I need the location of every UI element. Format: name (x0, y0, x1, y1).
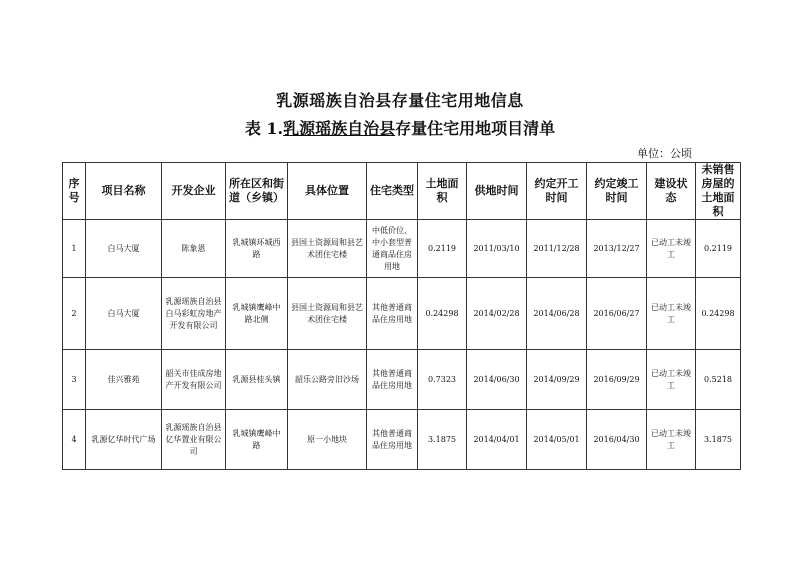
table-title-prefix: 表 1. (244, 119, 284, 138)
table-row (63, 220, 741, 278)
cell-housing-type: 中低价位、中小套型普通商品住房用地 (367, 220, 418, 278)
cell-location: 韶乐公路旁旧沙场 (288, 350, 367, 410)
cell-housing-type: 其他普通商品住房用地 (367, 350, 418, 410)
cell-unsold-area: 0.24298 (696, 278, 741, 350)
cell-project-name: 乳源亿华时代广场 (86, 410, 162, 470)
cell-completion-date: 2016/09/29 (587, 350, 647, 410)
cell-supply-date: 2014/06/30 (467, 350, 527, 410)
table-row (63, 278, 741, 350)
unit-label: 单位：公顷 (637, 147, 692, 160)
table-row (63, 410, 741, 470)
cell-start-date: 2014/09/29 (527, 350, 587, 410)
table-title-rest: 存量住宅用地项目清单 (395, 119, 556, 138)
cell-district: 乳城镇鹰峰中路北侧 (226, 278, 288, 350)
cell-developer: 乳源瑶族自治县白马彩虹房地产开发有限公司 (162, 278, 226, 350)
cell-project-name: 佳兴雅苑 (86, 350, 162, 410)
cell-index: 2 (63, 278, 86, 350)
cell-location: 县国土资源局和县艺术团住宅楼 (288, 220, 367, 278)
header-supply-date: 供地时间 (467, 163, 527, 220)
cell-unsold-area: 0.2119 (696, 220, 741, 278)
cell-start-date: 2011/12/28 (527, 220, 587, 278)
cell-location: 原一小地块 (288, 410, 367, 470)
cell-unsold-area: 0.5218 (696, 350, 741, 410)
cell-housing-type: 其他普通商品住房用地 (367, 410, 418, 470)
cell-location: 县国土资源局和县艺术团住宅楼 (288, 278, 367, 350)
table-title (0, 116, 800, 139)
header-status: 建设状态 (647, 163, 696, 220)
cell-index: 3 (63, 350, 86, 410)
cell-completion-date: 2016/06/27 (587, 278, 647, 350)
cell-unsold-area: 3.1875 (696, 410, 741, 470)
cell-district: 乳城镇环城西路 (226, 220, 288, 278)
cell-project-name: 白马大厦 (86, 278, 162, 350)
cell-developer: 韶关市佳成房地产开发有限公司 (162, 350, 226, 410)
cell-status: 已动工未竣工 (647, 410, 696, 470)
cell-land-area: 0.24298 (418, 278, 467, 350)
land-info-table (62, 162, 741, 470)
header-location: 具体位置 (288, 163, 367, 220)
table-row (63, 350, 741, 410)
cell-start-date: 2014/06/28 (527, 278, 587, 350)
cell-index: 1 (63, 220, 86, 278)
cell-district: 乳城镇鹰峰中路 (226, 410, 288, 470)
cell-project-name: 白马大厦 (86, 220, 162, 278)
cell-housing-type: 其他普通商品住房用地 (367, 278, 418, 350)
header-project-name: 项目名称 (86, 163, 162, 220)
cell-status: 已动工未竣工 (647, 278, 696, 350)
cell-land-area: 0.7323 (418, 350, 467, 410)
cell-developer: 陈象恩 (162, 220, 226, 278)
cell-supply-date: 2011/03/10 (467, 220, 527, 278)
table-header-row (63, 163, 741, 220)
header-land-area: 土地面积 (418, 163, 467, 220)
cell-land-area: 0.2119 (418, 220, 467, 278)
table-title-county: 乳源瑶族自治县 (283, 119, 396, 138)
header-district: 所在区和街道（乡镇） (226, 163, 288, 220)
header-index: 序号 (63, 163, 86, 220)
header-start-date: 约定开工时间 (527, 163, 587, 220)
cell-supply-date: 2014/02/28 (467, 278, 527, 350)
cell-developer: 乳源瑶族自治县亿华置业有限公司 (162, 410, 226, 470)
cell-start-date: 2014/05/01 (527, 410, 587, 470)
header-housing-type: 住宅类型 (367, 163, 418, 220)
header-developer: 开发企业 (162, 163, 226, 220)
cell-district: 乳源县桂头镇 (226, 350, 288, 410)
cell-land-area: 3.1875 (418, 410, 467, 470)
header-unsold-area: 未销售房屋的土地面积 (696, 163, 741, 220)
cell-completion-date: 2013/12/27 (587, 220, 647, 278)
cell-index: 4 (63, 410, 86, 470)
cell-status: 已动工未竣工 (647, 350, 696, 410)
cell-completion-date: 2016/04/30 (587, 410, 647, 470)
document-title: 乳源瑶族自治县存量住宅用地信息 (276, 91, 524, 110)
cell-supply-date: 2014/04/01 (467, 410, 527, 470)
cell-status: 已动工未竣工 (647, 220, 696, 278)
header-completion-date: 约定竣工时间 (587, 163, 647, 220)
